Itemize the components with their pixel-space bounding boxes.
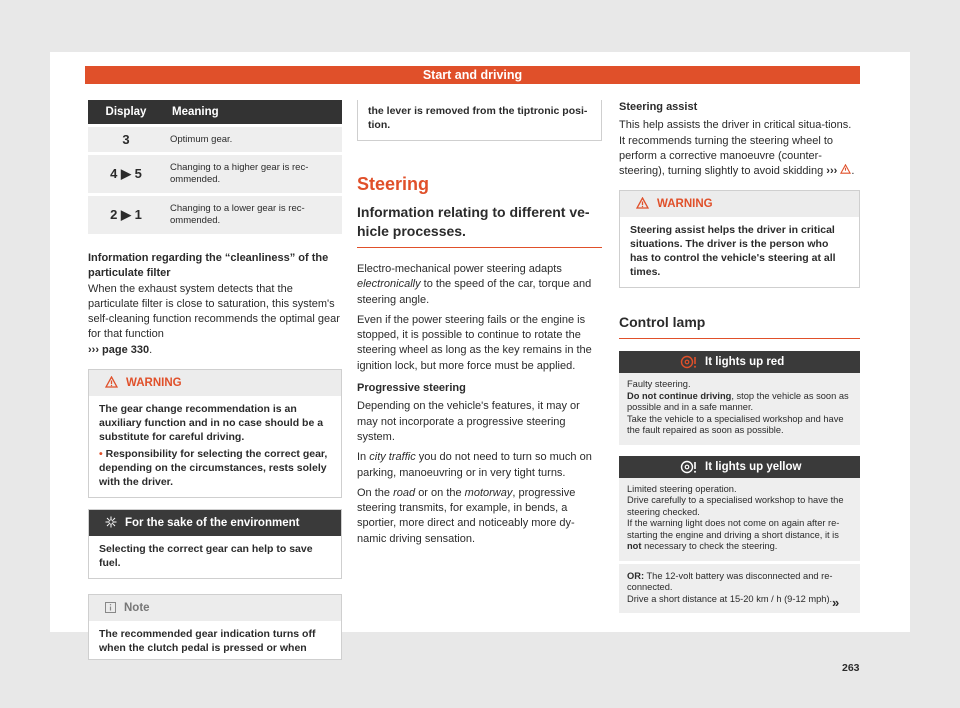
paragraph: Electro-mechanical power steering adapts electronically to the speed of the car, torque and steering angle. bbox=[357, 263, 592, 306]
column-3 bbox=[619, 100, 860, 613]
lamp-red-header: It lights up red bbox=[619, 351, 860, 373]
table-header: Display bbox=[88, 100, 164, 126]
column-1 bbox=[88, 100, 342, 660]
gear-table bbox=[88, 100, 342, 234]
environment-body: Selecting the correct gear can help to save fuel. bbox=[99, 543, 313, 570]
table-header: Meaning bbox=[164, 100, 342, 126]
info-icon bbox=[105, 602, 116, 618]
gear-meaning: Changing to a lower gear is rec-ommended. bbox=[164, 195, 342, 235]
paragraph: In city traffic you do not need to turn so much on parking, manoeuvring or in very tight turns. bbox=[357, 451, 592, 479]
table-row bbox=[88, 154, 342, 195]
section-subtitle: Information relating to different ve-hicle processes. bbox=[357, 204, 590, 239]
gear-meaning: Optimum gear. bbox=[164, 126, 342, 154]
environment-box bbox=[88, 509, 342, 579]
column-2 bbox=[357, 100, 602, 547]
section-title: Steering bbox=[357, 174, 430, 194]
warning-bullet: Responsibility for selecting the correct gear, depending on the circumstances, rests solely with the driver. bbox=[99, 448, 328, 489]
note-header: Note bbox=[89, 595, 341, 621]
lamp-red-block bbox=[619, 351, 860, 445]
note-body: The recommended gear indication turns off when the clutch pedal is pressed or when bbox=[99, 628, 316, 655]
subheading: Progressive steering bbox=[357, 382, 466, 395]
steering-warning-red-icon bbox=[679, 354, 701, 378]
paragraph: Depending on the vehicle's features, it may or may not incorporate a progressive steering system. bbox=[357, 400, 580, 443]
lamp-yellow-or: OR: The 12-volt battery was disconnected and re-connected. Drive a short distance at 15-20 km / h (9-12 mph). bbox=[619, 561, 860, 614]
table-row bbox=[88, 126, 342, 154]
filter-heading: Information regarding the “cleanliness” of the particulate filter bbox=[88, 252, 329, 280]
lamp-red-body: Faulty steering. Do not continue driving, stop the vehicle as soon as possible and in a safe manner. Take the vehicle to a specialised workshop and have the fault repaired as soon as possible. bbox=[619, 373, 860, 445]
page-number: 263 bbox=[842, 662, 860, 674]
filter-text: When the exhaust system detects that the particulate filter is close to saturation, this system's self-cleaning function recommends the optimal gear for that function ››› page 330. bbox=[88, 282, 340, 356]
paragraph: Even if the power steering fails or the engine is stopped, it is possible to continue to rotate the steering wheel as long as the key remains in the ignition lock, but more force must be applied. bbox=[357, 313, 592, 372]
gear-display: 4 ▶ 5 bbox=[88, 154, 164, 195]
page-reference[interactable]: ››› page 330 bbox=[88, 343, 150, 356]
lamp-yellow-block bbox=[619, 456, 860, 614]
note-box-continued: the lever is removed from the tiptronic posi-tion. bbox=[357, 100, 602, 141]
continue-mark: » bbox=[832, 595, 840, 610]
warning-box bbox=[619, 190, 860, 288]
warning-reference[interactable]: ››› bbox=[826, 165, 838, 178]
warning-triangle-icon bbox=[105, 376, 118, 393]
warning-box bbox=[88, 369, 342, 498]
warning-body: The gear change recommendation is an auxiliary function and in no case should be a substitute for careful driving. • Responsibility for selecting the correct gear, depending on the circumstances, rests solely with the driver. bbox=[99, 403, 328, 489]
control-lamp-heading: Control lamp bbox=[619, 313, 860, 339]
gear-meaning: Changing to a higher gear is rec-ommended. bbox=[164, 154, 342, 195]
section-header: Start and driving bbox=[85, 66, 860, 84]
warning-body: Steering assist helps the driver in critical situations. The driver is the person who has to control the vehicle's steering at all times. bbox=[630, 224, 836, 279]
environment-header: For the sake of the environment bbox=[89, 510, 341, 536]
table-row bbox=[88, 195, 342, 235]
gear-display: 3 bbox=[88, 126, 164, 154]
paragraph: On the road or on the motorway, progressive steering transmits, for example, in bends, a sportier, more direct and noticeably more dy-namic driving sensation. bbox=[357, 486, 576, 545]
warning-header: WARNING bbox=[89, 370, 341, 396]
steering-warning-yellow-icon bbox=[679, 459, 701, 483]
subtitle-block bbox=[357, 195, 602, 248]
lamp-yellow-body: Limited steering operation. Drive carefully to a specialised workshop to have the steering checked. If the warning light does not come on again after re-starting the engine and driving a short distance, it is not necessary to check the steering. bbox=[619, 478, 860, 561]
assist-text: This help assists the driver in critical situa-tions. It recommends turning the steering wheel to perform a corrective manoeuvre (counter-steering), turning slightly to avoid skidding ››› . bbox=[619, 119, 855, 178]
gear-display: 2 ▶ 1 bbox=[88, 195, 164, 235]
leaf-icon bbox=[105, 516, 117, 533]
warning-triangle-icon bbox=[636, 197, 649, 214]
lamp-yellow-header: It lights up yellow bbox=[619, 456, 860, 478]
note-box bbox=[88, 594, 342, 660]
warning-small-icon bbox=[840, 165, 851, 177]
assist-heading: Steering assist bbox=[619, 101, 698, 113]
warning-header: WARNING bbox=[620, 191, 859, 217]
